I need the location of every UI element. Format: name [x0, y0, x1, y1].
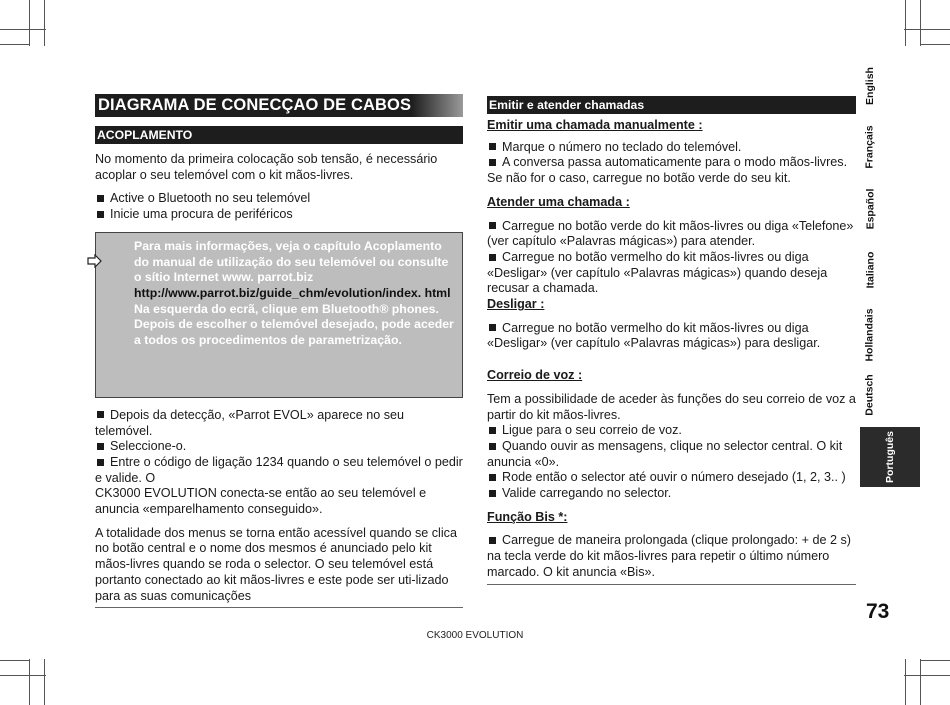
list-item: Ligue para o seu correio de voz. [487, 423, 856, 439]
footer-model: CK3000 EVOLUTION [426, 630, 524, 641]
language-tab-francais[interactable]: Français [864, 125, 877, 169]
crop-mark [0, 29, 46, 30]
crop-mark [29, 659, 30, 705]
subheading: Desligar : [487, 297, 545, 312]
list-item: Carregue no botão vermelho do kit mãos-livres ou diga «Desligar» (ver capítulo «Palavras mágicas») para desligar. [487, 321, 856, 352]
language-tab-english[interactable]: English [864, 67, 877, 105]
paragraph: CK3000 EVOLUTION conecta-se então ao seu telemóvel e anuncia «emparelhamento conseguido». [95, 486, 427, 517]
note-text: Para mais informações, veja o capítulo Acoplamento do manual de utilização do seu telemóvel ou consulte o sítio Internet www. parrot.biz [134, 238, 449, 285]
crop-mark [0, 660, 30, 661]
list-item: Carregue no botão verde do kit mãos-livres ou diga «Telefone» (ver capítulo «Palavras mágicas») para atender. [487, 219, 856, 250]
section-heading-acoplamento: ACOPLAMENTO [95, 126, 463, 144]
paragraph: Tem a possibilidade de aceder às funções do seu correio de voz a partir do kit mãos-livres. [487, 391, 856, 422]
list-item: Valide carregando no selector. [487, 486, 856, 502]
subheading: Emitir uma chamada manualmente : [487, 118, 703, 132]
crop-mark [920, 659, 921, 705]
subheading: Atender uma chamada : [487, 194, 630, 209]
divider [95, 607, 463, 608]
list-item: Entre o código de ligação 1234 quando o seu telemóvel o pedir e valide. O [95, 454, 463, 485]
language-tab-espanol[interactable]: Español [864, 188, 876, 230]
language-tab-hollandais[interactable]: Hollandais [864, 308, 877, 362]
crop-mark [905, 0, 906, 46]
crop-mark [920, 0, 921, 46]
crop-mark [920, 44, 950, 45]
list-item: Quando ouvir as mensagens, clique no selector central. O kit anuncia «0». [487, 439, 856, 470]
crop-mark [44, 0, 45, 46]
list-item: Depois da detecção, «Parrot EVOL» aparece no seu telemóvel. [95, 408, 463, 439]
note-arrow-icon [87, 254, 102, 268]
right-column [487, 94, 856, 585]
list-item: Rode então o selector até ouvir o número desejado (1, 2, 3.. ) [487, 470, 856, 486]
list-item: Carregue de maneira prolongada (clique prolongado: + de 2 s) na tecla verde do kit mãos-livres para repetir o último número marcado. O kit anuncia «Bis». [487, 533, 856, 580]
page-title: DIAGRAMA DE CONECÇAO DE CABOS [95, 94, 463, 117]
language-tab-italiano[interactable]: Italiano [864, 251, 877, 289]
list-item: Marque o número no teclado do telemóvel. [487, 140, 856, 156]
subheading: Correio de voz : [487, 368, 583, 383]
crop-mark [920, 660, 950, 661]
crop-mark [0, 44, 30, 45]
list-item: Inicie uma procura de periféricos [95, 207, 463, 223]
crop-mark [904, 675, 950, 676]
crop-mark [904, 29, 950, 30]
subheading: Função Bis *: [487, 509, 568, 524]
left-column [95, 94, 463, 608]
language-tab-portugues[interactable]: Português [860, 427, 920, 487]
page-number: 73 [866, 600, 890, 623]
list-item: A conversa passa automaticamente para o modo mãos-livres. Se não for o caso, carregue no botão verde do seu kit. [487, 155, 856, 186]
crop-mark [905, 659, 906, 705]
divider [487, 584, 856, 585]
intro-paragraph: No momento da primeira colocação sob tensão, é necessário acoplar o seu telemóvel com o kit mãos-livres. [95, 152, 438, 182]
note-box [95, 232, 463, 398]
crop-mark [0, 675, 46, 676]
section-heading-chamadas: Emitir e atender chamadas [487, 96, 856, 114]
crop-mark [44, 659, 45, 705]
list-item: Seleccione-o. [95, 439, 463, 455]
note-text: Na esquerda do ecrã, clique em Bluetooth® phones. Depois de escolher o telemóvel desejado, pode aceder a todos os procedimentos de parametrização. [134, 301, 454, 348]
list-item: Active o Bluetooth no seu telemóvel [95, 191, 463, 207]
info-note [95, 232, 463, 398]
list-item: Carregue no botão vermelho do kit mãos-livres ou diga «Desligar» (ver capítulo «Palavras mágicas») quando deseja recusar a chamada. [487, 250, 856, 297]
crop-mark [29, 0, 30, 46]
language-tab-deutsch[interactable]: Deutsch [864, 374, 876, 416]
closing-paragraph: A totalidade dos menus se torna então acessível quando se clica no botão central e o nome dos mesmos é anunciado pelo kit mãos-livres quando se roda o selector. O seu telemóvel está portanto conectado ao kit mãos-livres e este pode ser uti-lizado para as suas comunicações [95, 525, 457, 603]
note-link[interactable]: http://www.parrot.biz/guide_chm/evolution/index. html [134, 285, 451, 300]
